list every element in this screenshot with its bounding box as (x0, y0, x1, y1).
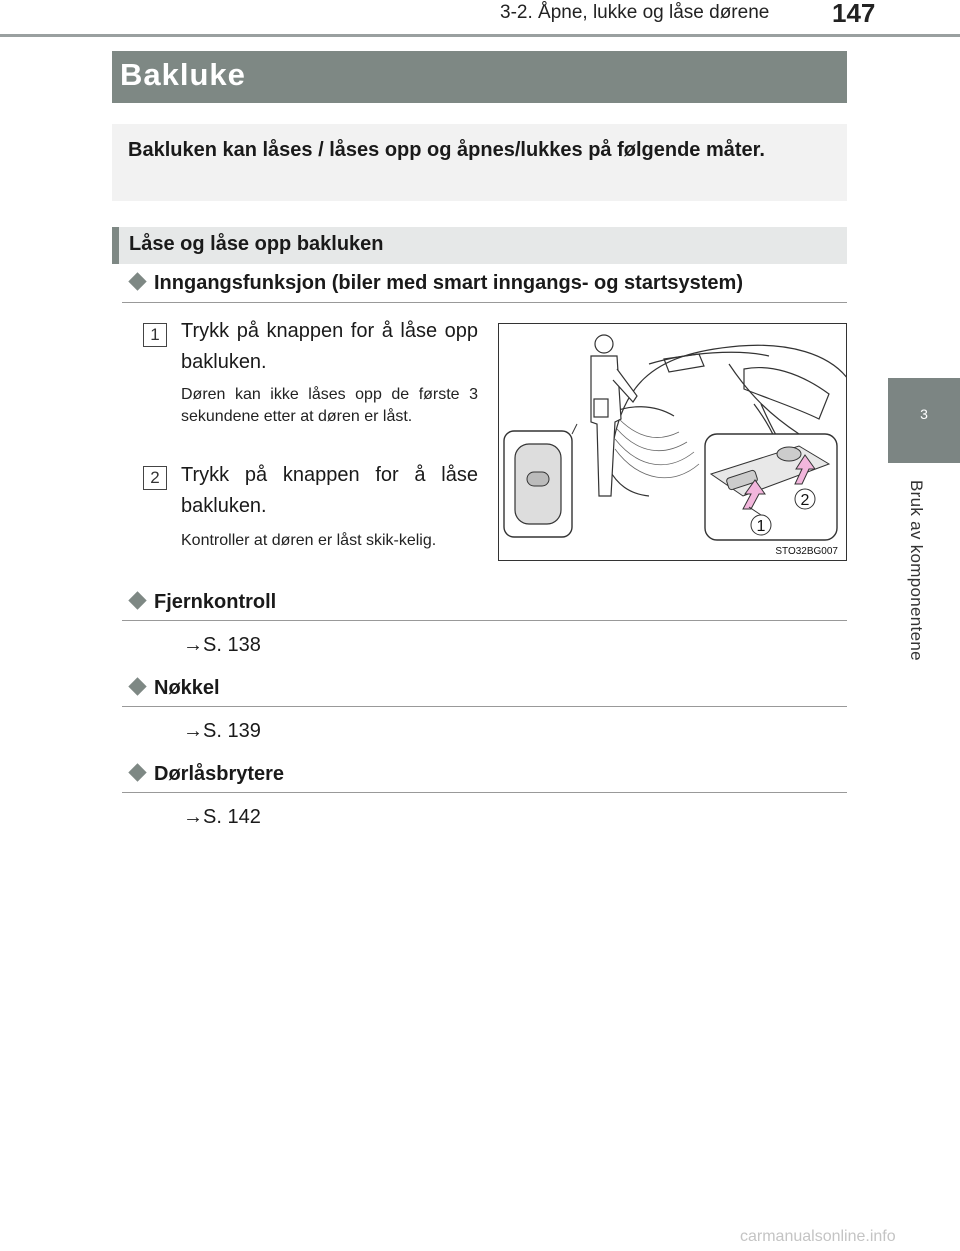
subheading-door-lock-switches-text: Dørlåsbrytere (154, 763, 285, 785)
running-header: 3-2. Åpne, lukke og låse dørene (500, 2, 770, 23)
step-1-text: Trykk på knappen for å låse opp bakluken. (181, 320, 478, 373)
section-heading: Låse og låse opp bakluken (129, 233, 384, 255)
subheading-rule (122, 620, 847, 621)
subheading-door-lock-switches (128, 763, 284, 786)
step-2-note: Kontroller at døren er låst skik-kelig. (181, 532, 437, 549)
subheading-key (128, 677, 220, 700)
section-heading-bar (112, 227, 847, 264)
subheading-rule (122, 792, 847, 793)
step-number-1: 1 (143, 323, 167, 347)
subheading-entry-text: Inngangsfunksjon (biler med smart inngangs- og startsystem) (154, 272, 743, 294)
chapter-tab (888, 378, 960, 463)
subheading-remote-text: Fjernkontroll (154, 591, 277, 613)
tailgate-illustration (499, 324, 847, 561)
callout-2: 2 (800, 492, 810, 509)
diamond-icon (128, 677, 146, 695)
step-2-text: Trykk på knappen for å låse bakluken. (181, 464, 478, 517)
subheading-entry (128, 272, 743, 295)
callout-1: 1 (756, 518, 766, 535)
illustration-figure (498, 323, 847, 561)
subheading-rule (122, 706, 847, 707)
chapter-number: 3 (920, 406, 928, 422)
step-1-note: Døren kan ikke låses opp de første 3 sekundene etter at døren er låst. (181, 386, 478, 425)
title-bar (112, 51, 847, 103)
watermark: carmanualsonline.info (740, 1228, 896, 1245)
diamond-icon (128, 272, 146, 290)
page-reference-door-lock-switches[interactable]: →S. 142 (183, 806, 261, 828)
header-rule (0, 34, 960, 37)
figure-code: STO32BG007 (775, 546, 838, 557)
page-reference-key[interactable]: →S. 139 (183, 720, 261, 742)
diamond-icon (128, 763, 146, 781)
subheading-remote (128, 591, 276, 614)
subheading-key-text: Nøkkel (154, 677, 220, 699)
chapter-label: Bruk av komponentene (907, 480, 926, 661)
intro-text: Bakluken kan låses / låses opp og åpnes/lukkes på følgende måter. (112, 124, 847, 201)
step-number-2: 2 (143, 466, 167, 490)
page-title: Bakluke (120, 57, 246, 92)
subheading-rule (122, 302, 847, 303)
page-reference-remote[interactable]: →S. 138 (183, 634, 261, 656)
diamond-icon (128, 591, 146, 609)
page-number: 147 (832, 0, 876, 28)
